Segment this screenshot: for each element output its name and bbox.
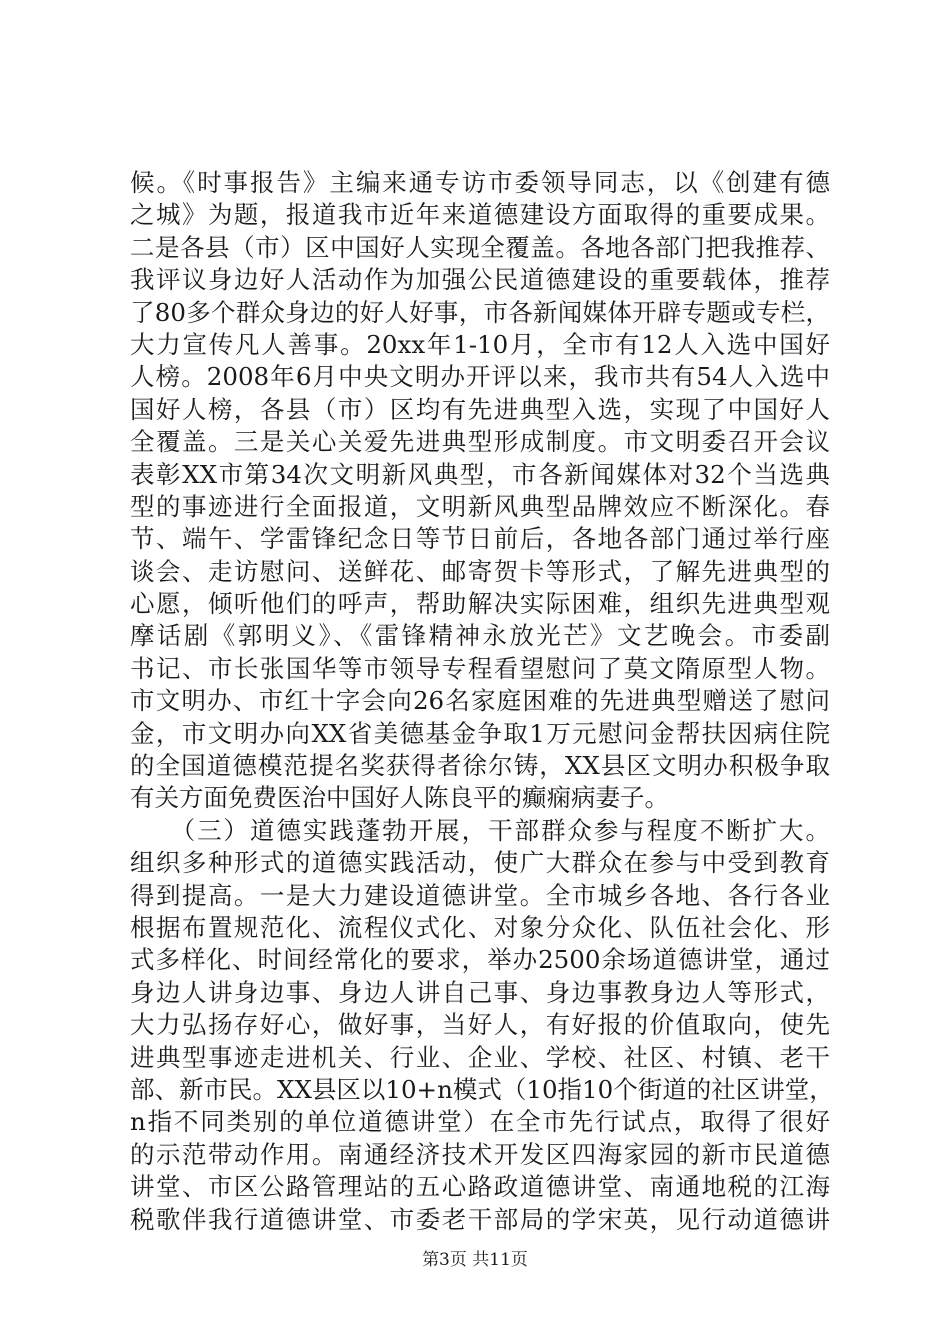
text-line: 讲堂、市区公路管理站的五心路政道德讲堂、南通地税的江海	[130, 1172, 830, 1202]
text-line: 谈会、走访慰问、送鲜花、邮寄贺卡等形式，了解先进典型的	[130, 556, 830, 586]
text-line: 得到提高。一是大力建设道德讲堂。全市城乡各地、各行各业	[130, 880, 830, 910]
text-line: 人榜。2008年6月中央文明办开评以来，我市共有54人入选中	[130, 362, 830, 392]
text-line: 大力宣传凡人善事。20xx年1-10月，全市有12人入选中国好	[130, 329, 830, 359]
text-line: 市文明办、市红十字会向26名家庭困难的先进典型赠送了慰问	[130, 686, 830, 716]
text-line: 式多样化、时间经常化的要求，举办2500余场道德讲堂，通过	[130, 945, 830, 975]
text-line: 摩话剧《郭明义》、《雷锋精神永放光芒》文艺晚会。市委副	[130, 621, 830, 651]
text-line: 表彰XX市第34次文明新风典型，市各新闻媒体对32个当选典	[130, 459, 830, 489]
text-line: 节、端午、学雷锋纪念日等节日前后，各地各部门通过举行座	[130, 524, 830, 554]
text-line: 根据布置规范化、流程仪式化、对象分众化、队伍社会化、形	[130, 912, 830, 942]
text-line: 我评议身边好人活动作为加强公民道德建设的重要载体，推荐	[130, 265, 830, 295]
text-line: 全覆盖。三是关心关爱先进典型形成制度。市文明委召开会议	[130, 427, 830, 457]
text-line: （三）道德实践蓬勃开展，干部群众参与程度不断扩大。	[130, 815, 830, 845]
text-line: 金，市文明办向XX省美德基金争取1万元慰问金帮扶因病住院	[130, 718, 830, 748]
text-line: 书记、市长张国华等市领导专程看望慰问了莫文隋原型人物。	[130, 653, 830, 683]
text-line: 大力弘扬存好心，做好事，当好人，有好报的价值取向，使先	[130, 1010, 830, 1040]
page-footer: 第3页 共11页	[422, 1250, 528, 1270]
text-line: 税歌伴我行道德讲堂、市委老干部局的学宋英，见行动道德讲	[130, 1204, 830, 1234]
text-line: 部、新市民。XX县区以10+n模式（10指10个街道的社区讲堂，	[130, 1074, 834, 1104]
text-line: 心愿，倾听他们的呼声，帮助解决实际困难，组织先进典型观	[130, 589, 830, 619]
text-line: 二是各县（市）区中国好人实现全覆盖。各地各部门把我推荐、	[130, 232, 830, 262]
text-line: 候。《时事报告》主编来通专访市委领导同志，以《创建有德	[130, 168, 830, 197]
text-line: 的示范带动作用。南通经济技术开发区四海家园的新市民道德	[130, 1139, 830, 1169]
text-line: 的全国道德模范提名奖获得者徐尔铸，XX县区文明办积极争取	[130, 751, 830, 781]
text-line: 组织多种形式的道德实践活动，使广大群众在参与中受到教育	[130, 848, 830, 878]
text-line: n指不同类别的单位道德讲堂）在全市先行试点，取得了很好	[130, 1107, 830, 1137]
body-text	[130, 167, 834, 1236]
text-line: 了80多个群众身边的好人好事，市各新闻媒体开辟专题或专栏，	[130, 297, 830, 327]
text-line: 身边人讲身边事、身边人讲自己事、身边事教身边人等形式，	[130, 977, 830, 1007]
text-line: 之城》为题，报道我市近年来道德建设方面取得的重要成果。	[130, 200, 830, 230]
text-line: 进典型事迹走进机关、行业、企业、学校、社区、村镇、老干	[130, 1042, 830, 1072]
text-line: 有关方面免费医治中国好人陈良平的癫痫病妻子。	[130, 783, 669, 813]
text-line: 国好人榜，各县（市）区均有先进典型入选，实现了中国好人	[130, 394, 830, 424]
text-line: 型的事迹进行全面报道，文明新风典型品牌效应不断深化。春	[130, 491, 830, 521]
